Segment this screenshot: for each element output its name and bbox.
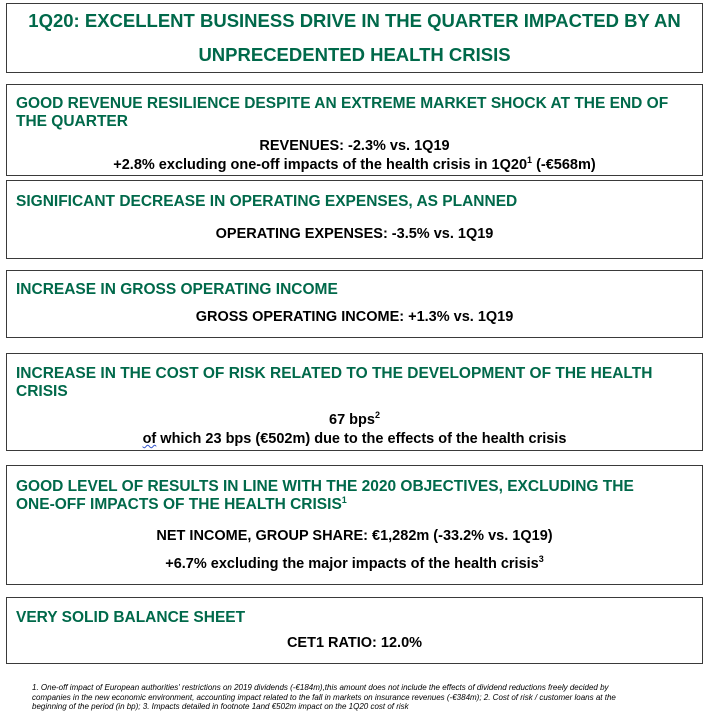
risk-heading [16,365,694,401]
risk-detail-text: which 23 bps (€502m) due to the effects of the health crisis [156,431,567,447]
page-title-line-2: UNPRECEDENTED HEALTH CRISIS [198,44,511,65]
footnote [32,683,672,712]
footnote-line-3: beginning of the period (in bp); 3. Impacts detailed in footnote 1and €502m impact on the 1Q20 cost of risk [32,702,409,711]
balance-heading: VERY SOLID BALANCE SHEET [16,609,246,626]
opex-heading: SIGNIFICANT DECREASE IN OPERATING EXPENSES, AS PLANNED [16,193,518,210]
goi-section [6,270,703,338]
risk-heading-line-1: INCREASE IN THE COST OF RISK RELATED TO THE DEVELOPMENT OF THE HEALTH [16,365,653,382]
results-heading-line-2-text: ONE-OFF IMPACTS OF THE HEALTH CRISIS [16,496,342,513]
goi-stat: GROSS OPERATING INCOME: +1.3% vs. 1Q19 [195,309,514,325]
risk-detail-stat [7,430,702,448]
balance-section [6,597,703,664]
cet1-stat: CET1 RATIO: 12.0% [286,635,423,651]
results-section [6,465,703,585]
risk-bps-text: 67 bps [329,412,375,428]
results-excluding-text: +6.7% excluding the major impacts of the health crisis [165,556,539,572]
revenues-section [6,84,703,176]
footnote-ref-3: 3 [538,554,544,565]
results-heading-line-1: GOOD LEVEL OF RESULTS IN LINE WITH THE 2020 OBJECTIVES, EXCLUDING THE [16,478,634,495]
title-box [6,3,703,73]
revenues-excluding-stat [7,156,702,174]
risk-bps-stat [7,411,702,429]
risk-heading-line-2: CRISIS [16,383,68,400]
goi-heading: INCREASE IN GROSS OPERATING INCOME [16,281,338,298]
footnote-line-1: 1. One-off impact of European authorities' restrictions on 2019 dividends (-€184m),this amount does not include the effects of dividend reductions freely decided by [32,683,609,692]
revenues-heading [16,95,694,131]
revenues-excluding-text: +2.8% excluding one-off impacts of the health crisis in 1Q20 [113,157,528,173]
results-heading [16,478,694,514]
footnote-ref-1b: 1 [341,494,347,505]
opex-stat: OPERATING EXPENSES: -3.5% vs. 1Q19 [215,226,494,242]
revenues-stat: REVENUES: -2.3% vs. 1Q19 [259,138,450,154]
page-title-line-1: 1Q20: EXCELLENT BUSINESS DRIVE IN THE QUARTER IMPACTED BY AN [28,10,681,31]
footnote-ref-2: 2 [374,410,380,421]
net-income-stat: NET INCOME, GROUP SHARE: €1,282m (-33.2% vs. 1Q19) [156,528,553,544]
revenues-heading-line-2: THE QUARTER [16,113,128,130]
opex-section [6,180,703,259]
revenues-excluding-amount: (-€568m) [532,157,596,173]
results-excluding-stat [7,555,702,573]
revenues-heading-line-1: GOOD REVENUE RESILIENCE DESPITE AN EXTREME MARKET SHOCK AT THE END OF [16,95,669,112]
footnote-line-2: companies in the new economic environment, accounting impact related to the fall in markets on insurance revenues (-€384m); 2. Cost of risk / customer loans at the [32,692,616,702]
spellcheck-word: of [142,431,157,447]
footnote-ref-1: 1 [527,155,533,166]
results-heading-line-2 [16,496,694,514]
risk-section [6,353,703,451]
